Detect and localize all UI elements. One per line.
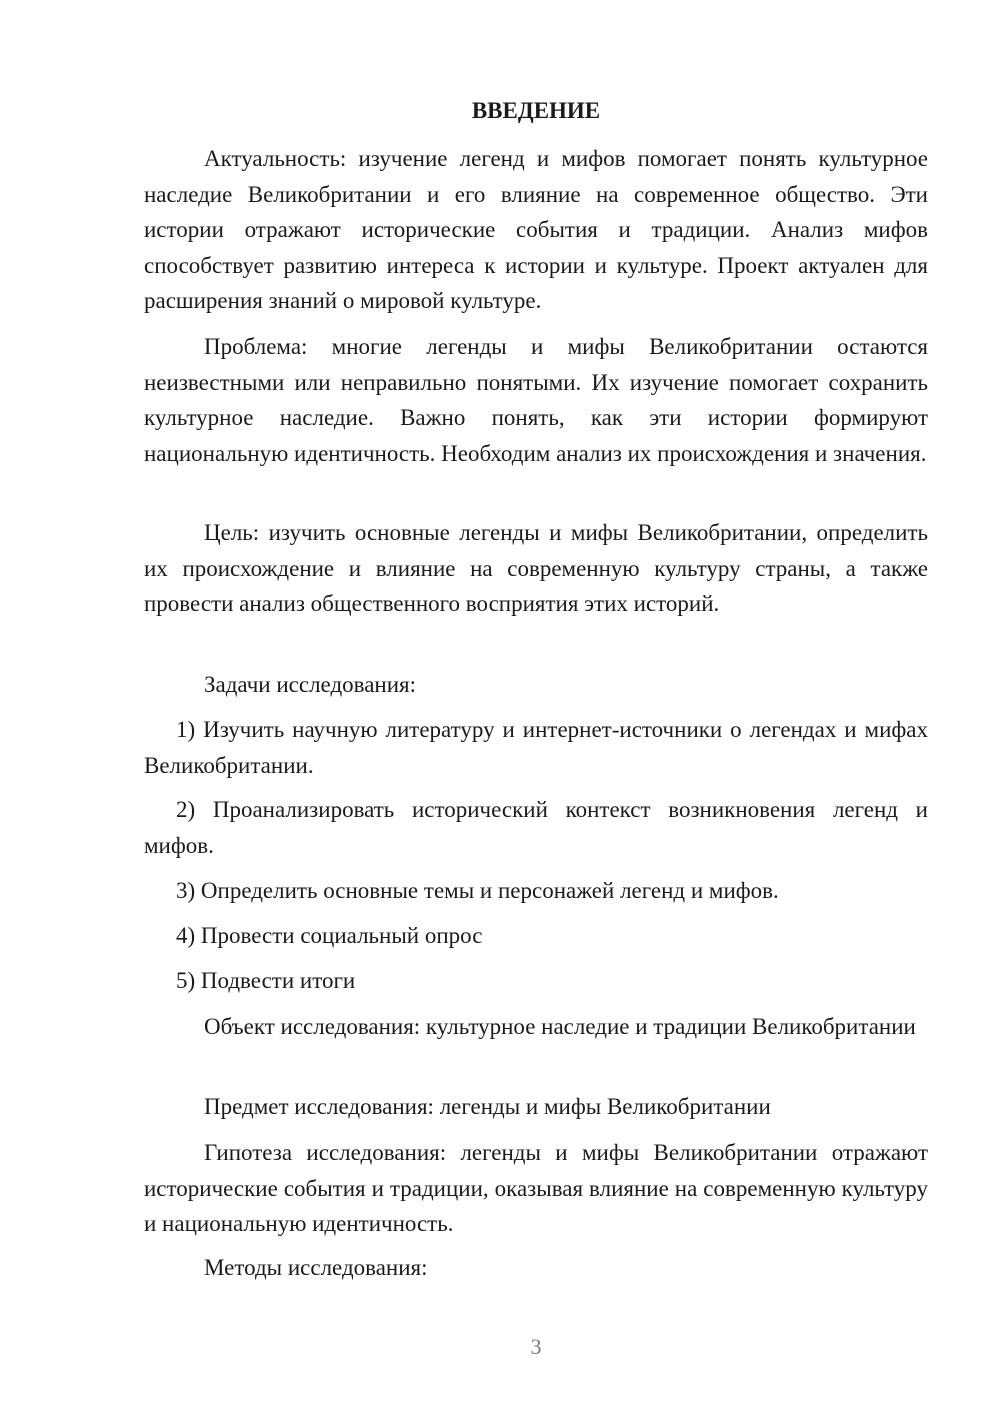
paragraph-hypothesis: Гипотеза исследования: легенды и мифы Великобритании отражают исторические события и традиции, оказывая влияние на современную культуру и национальную идентичность. [144, 1140, 928, 1236]
paragraph-subject: Предмет исследования: легенды и мифы Великобритании [204, 1094, 771, 1119]
paragraph-problem: Проблема: многие легенды и мифы Великобритании остаются неизвестными или неправильно понятыми. Их изучение помогает сохранить культурное наследие. Важно понять, как эти истории формируют национальную идентичность. Необходим анализ их происхождения и значения. [144, 334, 928, 466]
document-page [144, 0, 928, 1414]
paragraph-methods: Методы исследования: [204, 1255, 428, 1280]
paragraph-goal: Цель: изучить основные легенды и мифы Великобритании, определить их происхождение и влияние на современную культуру страны, а также провести анализ общественного восприятия этих историй. [144, 520, 928, 616]
task-item-5: 5) Подвести итоги [176, 968, 356, 993]
paragraph-object: Объект исследования: культурное наследие и традиции Великобритании [204, 1014, 916, 1039]
task-item-2: 2) Проанализировать исторический контекст возникновения легенд и мифов. [144, 797, 928, 858]
task-item-4: 4) Провести социальный опрос [176, 923, 483, 948]
paragraph-relevance: Актуальность: изучение легенд и мифов помогает понять культурное наследие Великобритании и его влияние на современное общество. Эти истории отражают исторические события и традиции. Анализ мифов способствует развитию интереса к истории и культуре. Проект актуален для расширения знаний о мировой культуре. [144, 146, 928, 313]
paragraph-tasks-heading: Задачи исследования: [204, 672, 417, 697]
task-item-3: 3) Определить основные темы и персонажей легенд и мифов. [176, 878, 779, 903]
section-title: ВВЕДЕНИЕ [471, 98, 601, 123]
page-number: 3 [530, 1334, 542, 1359]
task-item-1: 1) Изучить научную литературу и интернет-источники о легендах и мифах Великобритании. [144, 717, 928, 778]
